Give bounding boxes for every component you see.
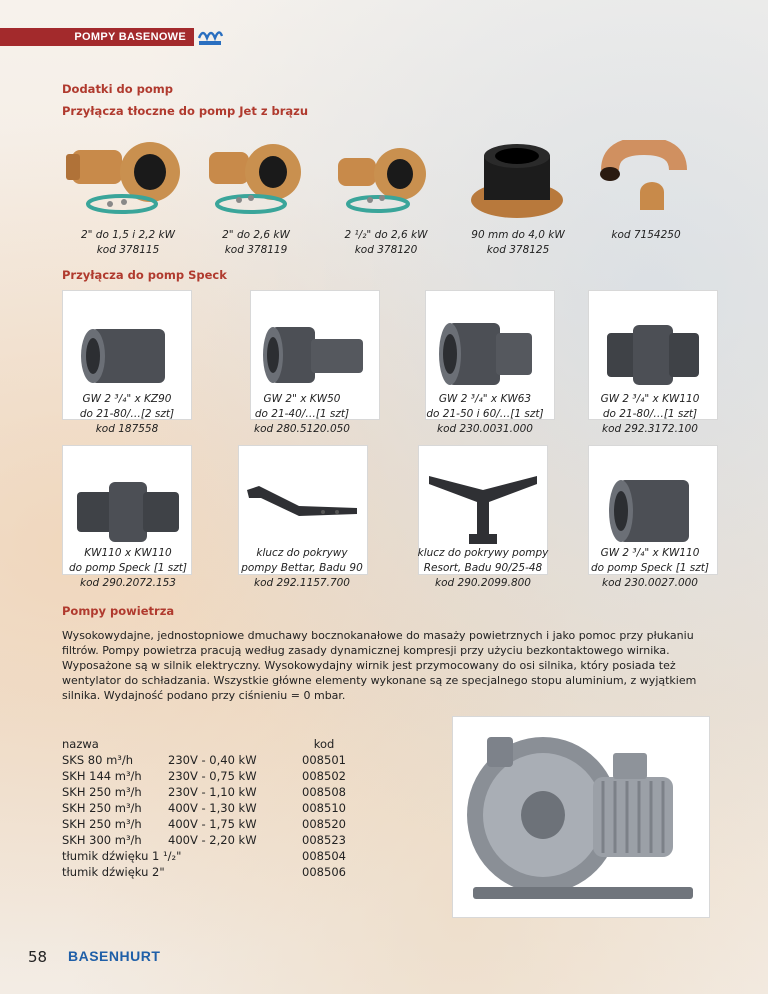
caption-speck-7 xyxy=(398,546,568,591)
caption-code: kod 290.2099.800 xyxy=(435,577,531,589)
caption-speck-6 xyxy=(222,546,382,591)
spec-row-name: SKH 144 m³/h xyxy=(62,769,142,783)
flange-90mm-photo xyxy=(466,140,568,224)
caption-jet-3 xyxy=(320,228,452,258)
spec-row-name: SKH 300 m³/h xyxy=(62,833,142,847)
caption-line: 2 ¹/₂" do 2,6 kW xyxy=(344,229,428,241)
spec-codes xyxy=(298,736,350,880)
blower-photo-frame xyxy=(452,716,710,918)
caption-line: 90 mm do 4,0 kW xyxy=(471,229,565,241)
caption-speck-3 xyxy=(400,392,570,437)
spec-row-code: 008506 xyxy=(302,865,346,879)
caption-speck-8 xyxy=(570,546,730,591)
caption-code: kod 230.0027.000 xyxy=(602,577,698,589)
caption-line: GW 2" x KW50 xyxy=(263,393,341,405)
spec-row-code: 008510 xyxy=(302,801,346,815)
bronze-bend-photo xyxy=(590,140,700,220)
caption-line: do 21-80/…[1 szt] xyxy=(602,408,698,420)
caption-line: GW 2 ³/₄" x KW110 xyxy=(600,547,700,559)
heading-jet: Przyłącza tłoczne do pomp Jet z brązu xyxy=(62,104,309,118)
air-pumps-description: Wysokowydajne, jednostopniowe dmuchawy bocznokanałowe do masaży powietrznych i jako pomoc przy płukaniu filtrów. Pompy powietrza pracują według zasady dynamicznej kompresji przy użyciu bezkontaktowego wirnika. Wyposażone są w silnik elektryczny. Wysokowydajny wirnik jest przymocowany do osi silnika, który posiada też wentylator do schładzania. Wszystkie główne elementy wykonane są ze specjalnego stopu aluminium, z wyjątkiem silnika. Wydajność podano przy ciśnieniu = 0 mbar. xyxy=(62,629,697,702)
page-number: 58 xyxy=(28,948,48,966)
spec-row-name: SKH 250 m³/h xyxy=(62,817,142,831)
caption-code: kod 292.1157.700 xyxy=(254,577,350,589)
caption-code: kod 187558 xyxy=(95,423,159,435)
caption-line: Resort, Badu 90/25-48 xyxy=(423,562,543,574)
bronze-elbow-photo-1 xyxy=(62,132,182,220)
spec-row-power: 400V - 2,20 kW xyxy=(168,833,257,847)
spec-row-power: 400V - 1,30 kW xyxy=(168,801,257,815)
spec-row-code: 008520 xyxy=(302,817,346,831)
caption-line: GW 2 ³/₄" x KW63 xyxy=(438,393,532,405)
caption-code: kod 378120 xyxy=(354,244,418,256)
spec-row-name: tłumik dźwięku 2" xyxy=(62,865,165,879)
caption-line: do 21-80/…[2 szt] xyxy=(79,408,175,420)
spec-names xyxy=(62,736,181,880)
caption-speck-5 xyxy=(48,546,208,591)
caption-code: kod 7154250 xyxy=(611,229,681,241)
caption-speck-2 xyxy=(222,392,382,437)
spec-row-name: tłumik dźwięku 1 ¹/₂" xyxy=(62,849,182,863)
caption-line: KW110 x KW110 xyxy=(84,547,172,559)
caption-code: kod 292.3172.100 xyxy=(602,423,698,435)
caption-code: kod 378119 xyxy=(224,244,288,256)
spec-row-power: 230V - 1,10 kW xyxy=(168,785,257,799)
section-header-bar: POMPY BASENOWE xyxy=(0,28,194,46)
spec-row-power: 230V - 0,40 kW xyxy=(168,753,257,767)
spec-powers xyxy=(168,736,257,848)
caption-line: do 21-40/…[1 szt] xyxy=(254,408,350,420)
heading-air-pumps: Pompy powietrza xyxy=(62,604,175,618)
caption-line: GW 2 ³/₄" x KZ90 xyxy=(82,393,172,405)
heading-speck: Przyłącza do pomp Speck xyxy=(62,268,227,282)
caption-line: 2" do 1,5 i 2,2 kW xyxy=(80,229,176,241)
caption-code: kod 230.0031.000 xyxy=(437,423,533,435)
caption-speck-4 xyxy=(570,392,730,437)
caption-jet-4 xyxy=(452,228,584,258)
spec-header-code: kod xyxy=(313,737,335,751)
caption-code: kod 378115 xyxy=(96,244,160,256)
spec-row-code: 008502 xyxy=(302,769,346,783)
caption-speck-1 xyxy=(50,392,204,437)
spec-row-code: 008501 xyxy=(302,753,346,767)
caption-code: kod 290.2072.153 xyxy=(80,577,176,589)
spec-row-name: SKS 80 m³/h xyxy=(62,753,134,767)
bronze-elbow-photo-2 xyxy=(195,138,305,220)
caption-jet-2 xyxy=(190,228,322,258)
spec-row-code: 008508 xyxy=(302,785,346,799)
heading-dodatki: Dodatki do pomp xyxy=(62,82,174,96)
spec-header-name: nazwa xyxy=(62,737,99,751)
caption-code: kod 378125 xyxy=(486,244,550,256)
caption-line: klucz do pokrywy xyxy=(256,547,348,559)
caption-line: do pomp Speck [1 szt] xyxy=(590,562,710,574)
caption-jet-1 xyxy=(62,228,194,258)
spec-row-name: SKH 250 m³/h xyxy=(62,785,142,799)
caption-line: do pomp Speck [1 szt] xyxy=(68,562,188,574)
caption-line: 2" do 2,6 kW xyxy=(222,229,290,241)
spec-row-code: 008523 xyxy=(302,833,346,847)
caption-line: pompy Bettar, Badu 90 xyxy=(241,562,363,574)
spec-row-power: 400V - 1,75 kW xyxy=(168,817,257,831)
spec-row-power: 230V - 0,75 kW xyxy=(168,769,257,783)
spec-row-code: 008504 xyxy=(302,849,346,863)
caption-line: klucz do pokrywy pompy xyxy=(417,547,549,559)
bronze-elbow-photo-3 xyxy=(330,142,430,220)
spec-row-name: SKH 250 m³/h xyxy=(62,801,142,815)
caption-code: kod 280.5120.050 xyxy=(254,423,350,435)
brand-logo-icon xyxy=(197,26,223,48)
caption-line: do 21-50 i 60/…[1 szt] xyxy=(426,408,544,420)
caption-jet-5 xyxy=(580,228,712,243)
footer-brand: BASENHURT xyxy=(68,948,161,964)
side-channel-blower-photo xyxy=(453,717,709,917)
caption-line: GW 2 ³/₄" x KW110 xyxy=(600,393,700,405)
